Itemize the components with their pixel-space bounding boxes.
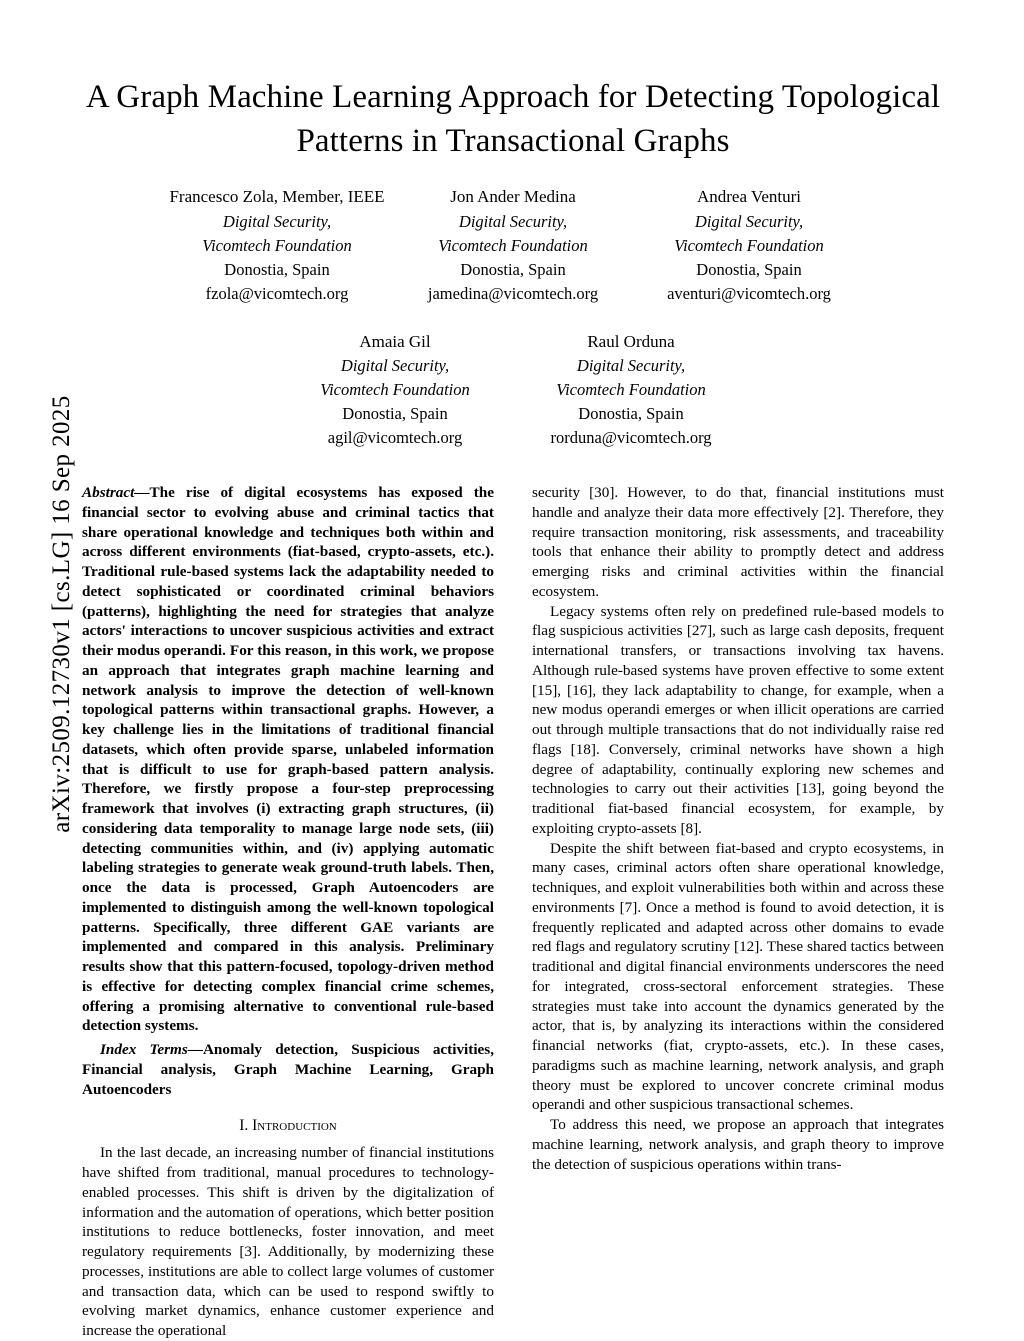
paragraph: Despite the shift between fiat-based and crypto ecosystems, in many cases, criminal actors often share operational knowledge, techniques, and exploit vulnerabilities both within and across these environments [7]. Once a method is found to avoid detection, it is frequently replicated and adapted across other domains to evade red flags and regulatory scrutiny [12]. These shared tactics between traditional and digital financial environments underscores the need for integrated, cross-sectoral enforcement strategies. These strategies must take into account the dynamics generated by the actor, that is, by analyzing its interactions within the considered financial networks (fiat, crypto-assets, etc.). In these cases, paradigms such as machine learning, network analysis, and graph theory must be explored to uncover concrete criminal modus operandi and other suspicious transactional schemes.: [532, 839, 944, 1114]
author-organization: Vicomtech Foundation: [202, 235, 352, 255]
left-column: [82, 483, 494, 1341]
author-email: aventuri@vicomtech.org: [667, 283, 831, 303]
right-column: [532, 483, 944, 1341]
author-block: [631, 185, 867, 305]
author-organization: Vicomtech Foundation: [320, 380, 470, 400]
author-department: Digital Security,: [576, 356, 686, 376]
author-department: Digital Security,: [222, 211, 332, 231]
paragraph: security [30]. However, to do that, financial institutions must handle and analyze their data more effectively [2]. Therefore, they require transaction monitoring, risk assessments, and traceability tools that enhance their ability to promptly detect and address emerging risks and criminal activities within the financial ecosystem.: [532, 484, 944, 600]
paragraph: To address this need, we propose an approach that integrates machine learning, network analysis, and graph theory to improve the detection of suspicious operations within trans-: [532, 1116, 944, 1173]
author-city: Donostia, Spain: [342, 404, 448, 424]
author-block: [513, 330, 749, 450]
author-organization: Vicomtech Foundation: [438, 235, 588, 255]
index-terms-label: Index Terms—: [100, 1041, 203, 1058]
author-name: Amaia Gil: [359, 331, 431, 351]
author-name: Raul Orduna: [587, 331, 675, 351]
arxiv-identifier-stamp: arXiv:2509.12730v1 [cs.LG] 16 Sep 2025: [48, 395, 75, 833]
author-organization: Vicomtech Foundation: [674, 235, 824, 255]
author-name: Jon Ander Medina: [450, 187, 576, 207]
author-city: Donostia, Spain: [696, 259, 802, 279]
section-heading-introduction: I. Introduction: [239, 1117, 337, 1135]
author-city: Donostia, Spain: [460, 259, 566, 279]
author-name: Andrea Venturi: [696, 187, 802, 207]
author-name: Francesco Zola, Member, IEEE: [169, 187, 385, 207]
author-email: rorduna@vicomtech.org: [550, 427, 712, 447]
index-terms-text: Anomaly detection, Suspicious activities, Financial analysis, Graph Machine Learning, Graph Autoencoders: [82, 1041, 494, 1098]
authors-row-2: [82, 330, 944, 450]
abstract-paragraph: [82, 483, 494, 1036]
author-organization: Vicomtech Foundation: [556, 380, 706, 400]
page-title: A Graph Machine Learning Approach for Detecting Topological Patterns in Transactional Graphs: [85, 79, 941, 159]
authors-row-1: [82, 185, 944, 305]
author-city: Donostia, Spain: [224, 259, 330, 279]
author-department: Digital Security,: [340, 356, 450, 376]
two-column-body: [82, 483, 944, 1341]
abstract-text: The rise of digital ecosystems has exposed the financial sector to evolving abuse and criminal tactics that share operational knowledge and techniques both within and across different environments (fiat-based, crypto-assets, etc.). Traditional rule-based systems lack the adaptability needed to detect sophisticated or coordinated criminal behaviors (patterns), highlighting the need for strategies that analyze actors' interactions to uncover suspicious activities and extract their modus operandi. For this reason, in this work, we propose an approach that integrates graph machine learning and network analysis to improve the detection of well-known topological patterns within transactional graphs. However, a key challenge lies in the limitations of traditional financial datasets, which often provide sparse, unlabeled information that is difficult to use for graph-based pattern analysis. Therefore, we firstly propose a four-step preprocessing framework that involves (i) extracting graph structures, (ii) considering data temporality to manage large node sets, (iii) detecting communities within, and (iv) applying automatic labeling strategies to generate weak ground-truth labels. Then, once the data is processed, Graph Autoencoders are implemented to distinguish among the well-known topological patterns. Specifically, three different GAE variants are implemented and compared in this analysis. Preliminary results show that this pattern-focused, topology-driven method is effective for detecting complex financial crime schemes, offering a promising alternative to conventional rule-based detection systems.: [82, 484, 494, 1035]
author-email: fzola@vicomtech.org: [205, 283, 349, 303]
author-department: Digital Security,: [694, 211, 804, 231]
index-terms-paragraph: [82, 1040, 494, 1099]
author-block: [159, 185, 395, 305]
paragraph: In the last decade, an increasing number of financial institutions have shifted from traditional, manual procedures to technology-enabled processes. This shift is driven by the digitalization of information and the automation of operations, which better position institutions to reduce bottlenecks, foster innovation, and meet regulatory requirements [3]. Additionally, by modernizing these processes, institutions are able to collect large volumes of customer and transaction data, which can be used to respond swiftly to evolving market dynamics, enhance customer experience and increase the operational: [82, 1144, 494, 1340]
paragraph: Legacy systems often rely on predefined rule-based models to flag suspicious activities [27], such as large cash deposits, frequent international transfers, or transactions involving tax havens. Although rule-based systems have proven effective to some extent [15], [16], they lack adaptability to change, for example, when a new modus operandi emerges or when illicit operations are carried out through multiple transactions that do not individually raise red flags [18]. Conversely, criminal networks have shown a high degree of adaptability, continually exploring new schemes and technologies to carry out their activities [13], going beyond the traditional fiat-based financial ecosystem, for example, by exploiting crypto-assets [8].: [532, 602, 944, 837]
author-block: [277, 330, 513, 450]
author-department: Digital Security,: [458, 211, 568, 231]
author-block: [395, 185, 631, 305]
author-city: Donostia, Spain: [578, 404, 684, 424]
paper-content: [82, 0, 944, 1340]
author-email: jamedina@vicomtech.org: [427, 283, 599, 303]
abstract-label: Abstract—: [82, 484, 150, 501]
author-email: agil@vicomtech.org: [327, 427, 463, 447]
